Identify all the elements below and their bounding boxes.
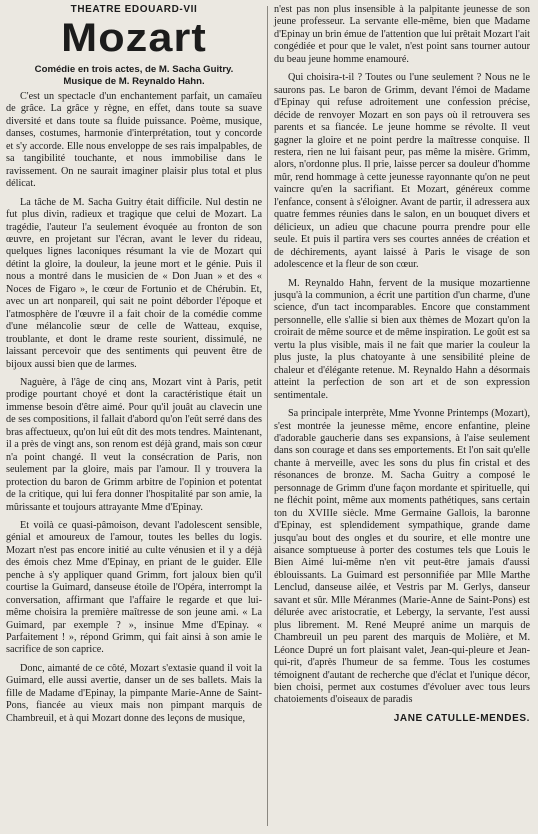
theatre-name: THEATRE EDOUARD-VII xyxy=(70,4,198,15)
paragraph: Donc, aimanté de ce côté, Mozart s'extasie quand il voit la Guimard, elle aussi avertie, danser un de ses ballets. Mais la fille de Madame d'Epinay, la pimpante Marie-Anne de Saint-Pons, fiancée au vieux mais non pimpant marquis de Chambreuil, et à qui Mozart donne des leçons de musique, xyxy=(6,662,262,724)
author-signature: JANE CATULLE-MENDES. xyxy=(393,712,530,724)
subtitle-line-1: Comédie en trois actes, de M. Sacha Guitry. xyxy=(34,64,234,75)
article-subtitle xyxy=(6,64,262,87)
paragraph: Et voilà ce quasi-pâmoison, devant l'adolescent sensible, génial et amoureux de l'amour, toutes les belles du logis. Mozart n'est pas encore initié au culte vénusien et il y a déjà des émois chez Mme d'Epinay, en priant de le guider. Elle penche à s'y appliquer quand Grimm, fort jaloux bien qu'il courtise la Guimard, danseuse étoile de l'Opéra, interrompt la conversation, affirmant que l'affaire le regarde et que lui-même choisira la première maîtresse de son jeune ami. « La Guimard, par exemple ? », insinue Mme d'Epinay. « Parfaitement ! », répond Grimm, qui fait ainsi à son amie le sacrifice de son caprice. xyxy=(6,519,262,656)
paragraph: Naguère, à l'âge de cinq ans, Mozart vint à Paris, petit prodige pourtant choyé et dont la caractéristique était un immense besoin d'être aimé. Pour qu'il jouât au clavecin une de ses compositions, il fallait d'abord qu'on l'eût serré dans des bras affectueux, qu'on lui eût dit des mots tendres. Maintenant, il a près de vingt ans, son renom est déjà grand, mais son cœur n'a point changé. Il veut la consécration de Paris, non seulement par la gloire, mais par l'amour. Il y trouvera la protection du baron de Grimm arbitre de l'opinion et potentat de la critique, qui lui fera donner l'hospitalité par son amie, la mûrissante et toujours attrayante Mme d'Epinay. xyxy=(6,376,262,513)
paragraph: n'est pas non plus insensible à la palpitante jeunesse de son jeune professeur. La servante elle-même, bien que Madame d'Epinay un brin émue de l'attention que lui prêtait Mozart l'ait congédiée et pour que le valet, n'est point sans tourner autour du beau jeune homme enamouré. xyxy=(274,4,530,65)
paragraph: La tâche de M. Sacha Guitry était difficile. Nul destin ne fut plus divin, radieux et tragique que celui de Mozart. La tragédie, l'auteur l'a seulement évoquée au fronton de son œuvre, en projetant sur l'écran, avant le lever du rideau, quelques lignes laconiques résumant la vie de Mozart qui détint la gloire, la douleur, la jeune mort et le génie. Puis il nous a montré dans le musicien de « Don Juan » et des « Noces de Figaro », le cœur de Fortunio et de Chérubin. Et, avec un art nonpareil, qui sait ne point déborder l'époque et l'atmosphère de l'œuvre il a fait choir de la comédie comme d'une mélancolie sœur de celle de Watteau, exquise, troublante, et dont le drame reste sourient, dissimulé, ne laissant percevoir que des sentiments qui peuvent être de bijoux aussi bien que de larmes. xyxy=(6,196,262,370)
paragraph: C'est un spectacle d'un enchantement parfait, un camaïeu de grâce. La grâce y règne, en effet, dans toute sa suave diversité et dans toute sa fluide puissance. Poème, musique, danses, costumes, harmonie d'interprétation, tout y concorde et s'y accorde. Elle nous enveloppe de ses rais impalpables, de sa tangibilité touchante, et nous immobilise dans le ravissement. On ne saurait imaginer plaisir plus total et plus délicat. xyxy=(6,91,262,190)
subtitle-line-2: Musique de M. Reynaldo Hahn. xyxy=(63,75,205,87)
column-divider xyxy=(267,6,268,826)
left-column xyxy=(6,4,262,731)
paragraph: M. Reynaldo Hahn, fervent de la musique mozartienne jusqu'à la communion, a écrit une partition d'un charme, d'une science, d'un tact incomparables. Encore que constamment personnelle, elle s'allie si bien aux thèmes de Mozart qu'on la croirait de même source et de même inspiration. Le goût est sa vertu la plus visible, mais il ne fait que marier la couleur la plus juste, la plus chatoyante à une sensibilité pleine de chaleur et d'élégante retenue. M. Reynaldo Hahn a désormais atteint la perfection de son art et de son expression sentimentale. xyxy=(274,277,530,401)
paragraph: Sa principale interprète, Mme Yvonne Printemps (Mozart), s'est montrée la jeunesse même, encore enfantine, pleine d'adorable gaucherie dans ses expansions, à l'aise seulement dans son courage et dans ses emportements. Et l'on sait qu'elle chante à merveille, avec les sons du plus fin cristal et des résonances de bronze. M. Sacha Guitry a composé le personnage de Grimm d'une façon mordante et spirituelle, qui ne fléchit point, même aux moments pathétiques, sans certain ton du XVIIIe siècle. Mme Germaine Gallois, la baronne d'Epinay, est splendidement sympathique, grande dame jusqu'au bout des ongles et du sourire, et elle montre une aisance somptueuse à porter des costumes tels que Louis le Bien Aimé lui-même n'en vit peut-être jamais d'aussi éblouissants. La Guimard est personnifiée par Mlle Marthe Lenclud, danseuse ailée, et Vestris par M. Gerlys, danseur savant et sûr. Mlle Méranmes (Marie-Anne de Saint-Pons) est délurée avec aristocratie, et Lebergy, la servante, l'est aussi plus librement. M. René Meupré anime un marquis de Chambreuil un peu parent des marquis de Molière, et M. Léonce Dupré un fort plaisant valet, Jean-qui-pleure et Jean-qui-rit, d'après l'humeur de sa femme. Tous les costumes témoignent d'autant de recherche que d'éclat et l'unique décor, bien choisi, permet aux costumes d'évoluer avec tous leurs chatoiements d'oiseaux de paradis xyxy=(274,408,530,706)
article-title: Mozart xyxy=(61,16,207,60)
paragraph: Qui choisira-t-il ? Toutes ou l'une seulement ? Nous ne le saurons pas. Le baron de Grimm, devant l'émoi de Madame d'Epinay qui refuse adroitement une confession précise, décide de renvoyer Mozart en son pays où il retrouvera ses parents et sa fiancée. Le jeune homme se révolte. Il veut gagner la gloire et ne point perdre la maîtresse conquise. Il restera, rien ne lui faisant peur, pas même la misère. Grimm, alors, n'ordonne plus. Il prie, laisse percer sa douleur d'homme mûr, rend hommage à cette jeunesse rayonnante qu'on ne peut vaincre qu'en la sacrifiant. Et Mozart, généreux comme l'enfance, consent à s'éloigner. Avant de partir, il adressera aux quatre femmes réunies dans le salon, en un bouquet divers et délicieux, un adieu que chacune pourra prendre pour elle seule. Et puis il partira vers ses courtes années de création et de déchirements, ayant laissé à Paris le visage de son adolescence et la fleur de son cœur. xyxy=(274,72,530,271)
right-column xyxy=(274,4,530,725)
